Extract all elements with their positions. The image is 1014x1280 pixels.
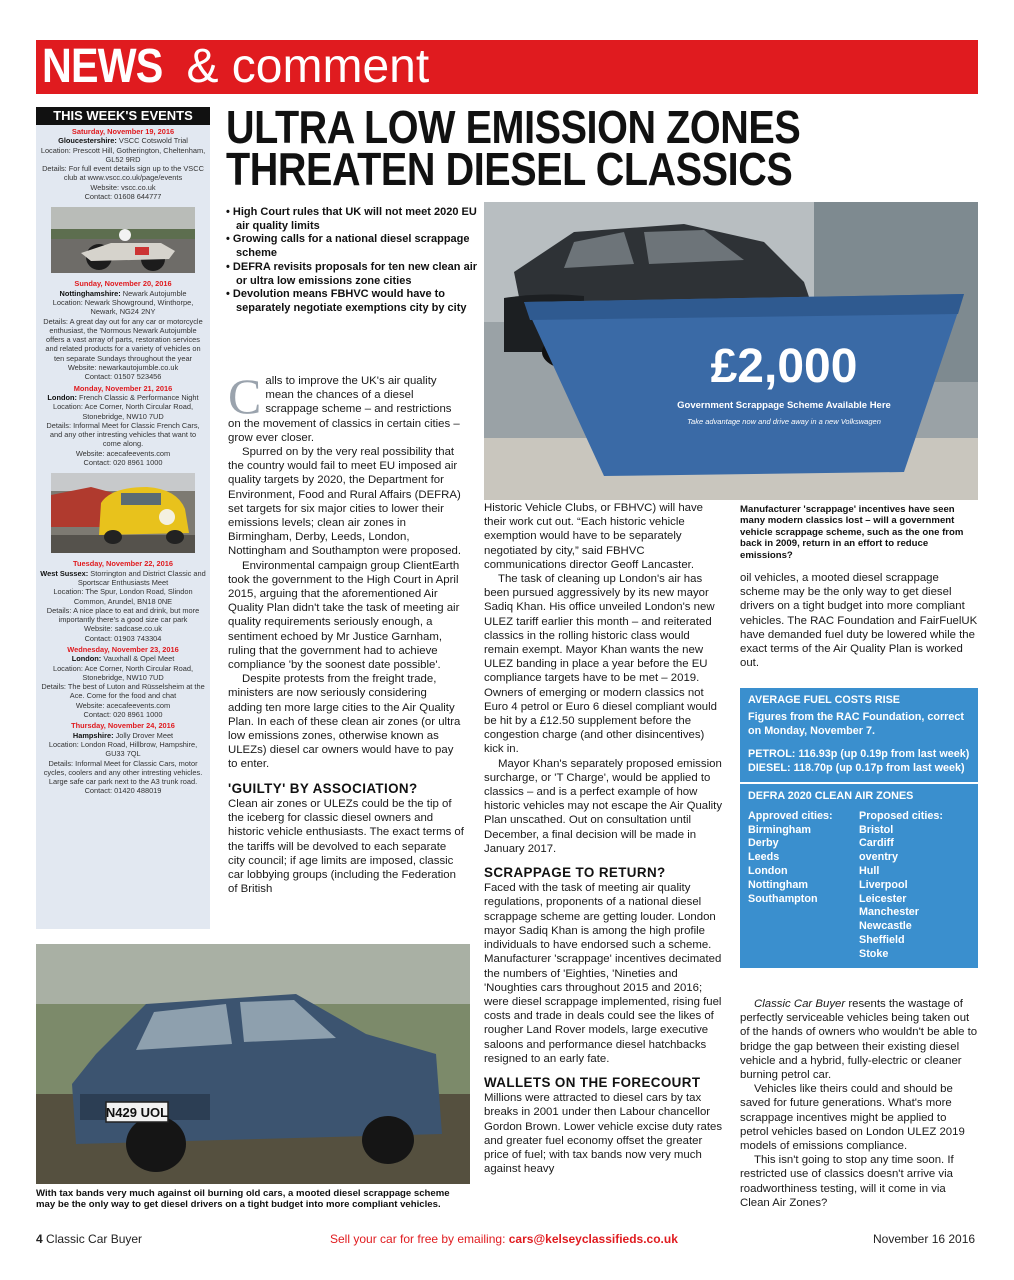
rover-saloon-photo xyxy=(36,944,470,1184)
article-paragraph: The task of cleaning up London's air has been pursued aggressively by its new mayor Sadiq Khan. His office unveiled London's new ULEZ tariff earlier this month – and reiterated classics in the rolling historic class would remain exempt. Mayor Khan wants the new ULEZ banding in place a year before the EU compliance targets have to be met – 2019. Owners of emerging or modern classics not Euro 4 petrol or Euro 6 diesel compliant would be hit by a £12.50 supplement before the congestion charge (and other disincentives) kick in. xyxy=(484,573,718,756)
event-line: Website: sadcase.co.uk xyxy=(84,624,162,634)
event-item xyxy=(36,645,210,719)
subheading-scrappage: SCRAPPAGE TO RETURN? xyxy=(484,865,666,881)
event-line: Details: Informal Meet for Classic French Cars, and any other intresting vehicles that want to come along. xyxy=(46,420,200,449)
event-line: Location: Prescott Hill, Gotherington, Cheltenham, GL52 9RD xyxy=(40,145,206,164)
subheading-guilty: 'GUILTY' BY ASSOCIATION? xyxy=(228,780,418,796)
event-date: Tuesday, November 22, 2016 xyxy=(73,559,173,569)
article-paragraph: Despite protests from the freight trade, ministers are now seriously considering adding ten more large cities to the Air Quality Plan. In each of these clean air zones (or ultra low emissions zones, otherwise known as ULEZs) diesel car owners would have to pay to enter. xyxy=(228,673,461,771)
approved-cities-list xyxy=(748,810,859,962)
events-sidebar xyxy=(36,107,210,929)
scrappage-skip-photo xyxy=(484,202,978,500)
approved-label: Approved cities: xyxy=(748,809,833,822)
event-line: Contact: 01903 743304 xyxy=(84,633,162,643)
sell-text: Sell your car for free by emailing: xyxy=(330,1232,506,1246)
event-line: Website: acecafeevents.com xyxy=(75,448,171,458)
event-place: Nottinghamshire: xyxy=(59,288,121,298)
event-line: Contact: 01420 488019 xyxy=(84,786,162,796)
article-paragraph: Historic Vehicle Clubs, or FBHVC) will have their work cut out. “Each historic vehicle exemption would have to be separately negotiated by city,” said FBHVC communications director Geoff Lancaster. xyxy=(484,502,704,571)
city: Stoke xyxy=(859,947,889,960)
proposed-label: Proposed cities: xyxy=(859,809,943,822)
article-paragraph: Clean air zones or ULEZs could be the tip of the iceberg for classic diesel owners and historic vehicle enthusiasts. The exact terms of the tariffs will be devolved to each separate city council; if age limits are imposed, classic car lobbying groups (including the Federation of British xyxy=(228,797,464,896)
fuel-costs-box xyxy=(740,688,978,782)
article-paragraph: Faced with the task of meeting air quality regulations, proponents of a national diesel scrappage scheme are getting louder. London mayor Sadiq Khan is among the high profile individuals to have endorsed such a scheme. Manufacturer 'scrappage' incentives decimated the numbers of 'Eighties, 'Nineties and 'Noughties cars throughout 2015 and 2016; were diesel scrappage implemented, rising fuel costs and trade in deals could see the likes of rougher Land Rover models, large executive saloons and performance diesel hatchbacks resigned to an early fate. xyxy=(484,882,722,1065)
event-line: Details: A nice place to eat and drink, but more importantly there's a good size car park xyxy=(46,605,200,625)
masthead-comment: & comment xyxy=(186,40,430,93)
city: Nottingham xyxy=(748,878,808,891)
city: Southampton xyxy=(748,892,818,905)
event-date: Wednesday, November 23, 2016 xyxy=(67,644,179,654)
race-car-photo xyxy=(51,207,195,273)
footer-left xyxy=(36,1232,142,1246)
page-number: 4 xyxy=(36,1232,43,1246)
city: Manchester xyxy=(859,906,920,919)
defra-box-title: DEFRA 2020 CLEAN AIR ZONES xyxy=(748,790,914,802)
citroen-2cv-photo xyxy=(51,473,195,553)
event-name: Newark Autojumble xyxy=(122,288,187,298)
city: Cardiff xyxy=(859,837,894,850)
event-name: Vauxhall & Opel Meet xyxy=(103,654,175,664)
event-line: Contact: 01608 644777 xyxy=(84,192,162,202)
event-line: Location: Newark Showground, Winthorpe, Newark, NG24 2NY xyxy=(52,297,194,317)
event-line: Location: Ace Corner, North Circular Road, Stonebridge, NW10 7UD xyxy=(52,663,194,682)
article-column-1 xyxy=(228,368,464,896)
city: Birmingham xyxy=(748,823,811,836)
rover-caption: With tax bands very much against oil burning old cars, a mooted diesel scrappage scheme may be the only way to get diesel drivers on a tight budget into more compliant vehicles. xyxy=(36,1188,450,1211)
event-name: French Classic & Performance Night xyxy=(79,392,199,402)
event-item xyxy=(36,721,210,795)
article-paragraph: oil vehicles, a mooted diesel scrappage scheme may be the only way to get diesel drivers on a tight budget into more compliant vehicles. The RAC Foundation and FairFuelUK have demanded fuel duty be lowered while the exact terms of the Air Quality Plan is worked out. xyxy=(740,572,978,670)
city: Liverpool xyxy=(859,878,908,891)
magazine-name: Classic Car Buyer xyxy=(46,1232,143,1246)
event-name: Jolly Drover Meet xyxy=(115,730,174,740)
bullet-item: • DEFRA revisits proposals for ten new clean air or ultra low emissions zone cities xyxy=(226,261,484,288)
event-line: Details: The best of Luton and Rüsselsheim at the Ace. Come for the food and chat xyxy=(41,682,205,701)
magazine-name-italic: Classic Car Buyer xyxy=(754,998,846,1010)
event-item xyxy=(36,559,210,643)
city: oventry xyxy=(859,851,899,864)
skip-caption: Manufacturer 'scrappage' incentives have seen many modern classics lost – will a government vehicle scrappage scheme, such as the one from back in 2009, return in an effort to reduce emissions? xyxy=(740,504,964,561)
diesel-price: DIESEL: 118.70p (up 0.17p from last week) xyxy=(748,762,965,775)
article-paragraph: Millions were attracted to diesel cars by tax breaks in 2001 under then Labour chancellor Gordon Brown. Lower vehicle excise duty rates and greater fuel economy offset the greater price of fuel; with tax bands now very much against heavy xyxy=(484,1092,723,1176)
article-paragraph: Spurred on by the very real possibility that the country would fail to meet EU imposed air quality targets by 2020, the Department for Environment, Food and Rural Affairs (DEFRA) set targets for six major cities to lower their emissions levels; clean air zones in Birmingham, Derby, Leeds, London, Nottingham and Southampton were proposed. xyxy=(228,446,462,558)
city: Newcastle xyxy=(859,920,912,933)
masthead xyxy=(36,40,978,94)
city: London xyxy=(748,864,788,877)
city: Hull xyxy=(859,864,880,877)
article-paragraph: Vehicles like theirs could and should be saved for future generations. What's more scrappage incentives might be applied to petrol vehicles based on London ULEZ 2019 models of emissions compliance. xyxy=(740,1083,965,1153)
events-header: THIS WEEK'S EVENTS xyxy=(36,107,210,125)
article-column-3-bottom xyxy=(740,997,978,1210)
event-place: London: xyxy=(47,392,77,402)
city: Sheffield xyxy=(859,933,905,946)
event-line: Location: London Road, Hillbrow, Hampshire, GU33 7QL xyxy=(48,739,198,759)
event-date: Thursday, November 24, 2016 xyxy=(71,721,175,731)
event-line: Details: For full event details sign up to the VSCC club at www.vscc.co.uk/page/events xyxy=(42,164,204,183)
article-paragraph: This isn't going to stop any time soon. If restricted use of classics doesn't arrive via roadworthiness testing, will it come in via Clean Air Zones? xyxy=(740,1154,954,1209)
proposed-cities-list xyxy=(859,810,970,962)
drop-cap: C xyxy=(228,368,262,424)
masthead-news: NEWS xyxy=(42,40,163,93)
number-plate: N429 UOL xyxy=(105,1105,169,1120)
article-paragraph: Environmental campaign group ClientEarth took the government to the High Court in April 2015, arguing that the aforementioned Air Quality Plan didn't take the task of meeting air quality requirements seriously enough, a sentiment echoed by Mr Justice Garnham, ruling that the government had to achieve compliance 'by the soonest date possible'. xyxy=(228,559,460,672)
skip-line1: Government Scrappage Scheme Available Here xyxy=(677,400,891,411)
standfirst-bullets xyxy=(226,206,484,316)
footer-center xyxy=(330,1232,678,1246)
event-line: Website: vscc.co.uk xyxy=(90,182,156,192)
article-paragraph: resents the wastage of perfectly serviceable vehicles being taken out of the hands of owners who wouldn't be able to bridge the gap between their existing diesel vehicle and a hybrid, fully-electric or cleaner burning petrol car. xyxy=(740,998,978,1082)
event-line: Website: newarkautojumble.co.uk xyxy=(67,363,179,373)
bullet-item: • High Court rules that UK will not meet 2020 EU air quality limits xyxy=(226,206,484,233)
event-line: Contact: 01507 523456 xyxy=(84,372,162,382)
city: Derby xyxy=(748,837,779,850)
article-column-2 xyxy=(484,501,724,1176)
event-place: London: xyxy=(71,654,102,664)
fuel-box-title: AVERAGE FUEL COSTS RISE xyxy=(748,694,900,706)
headline xyxy=(226,101,874,195)
event-date: Saturday, November 19, 2016 xyxy=(71,127,175,136)
event-date: Sunday, November 20, 2016 xyxy=(74,279,172,289)
issue-date: November 16 2016 xyxy=(873,1232,976,1246)
petrol-price: PETROL: 116.93p (up 0.19p from last week) xyxy=(748,748,970,761)
event-line: Contact: 020 8961 1000 xyxy=(83,458,163,468)
article-paragraph: alls to improve the UK's air quality mean the chances of a diesel scrappage scheme – and restrictions on the movement of classics in certain cities – grow ever closer. xyxy=(228,375,460,444)
city: Leicester xyxy=(859,892,907,905)
event-date: Monday, November 21, 2016 xyxy=(73,383,173,393)
fuel-box-subtitle: Figures from the RAC Foundation, correct on Monday, November 7. xyxy=(748,710,964,737)
event-name: Storrington and District Classic and Sportscar Enthusiasts Meet xyxy=(77,568,206,587)
event-place: West Sussex: xyxy=(40,568,89,578)
event-line: Location: The Spur, London Road, Slindon Common, Arundel, BN18 0NE xyxy=(53,587,193,606)
headline-line: ULTRA LOW EMISSION ZONES xyxy=(226,101,801,153)
event-line: Website: acecafeevents.com xyxy=(75,700,171,710)
event-item xyxy=(36,279,210,381)
event-name: VSCC Cotswold Trial xyxy=(118,136,188,146)
event-line: Details: A great day out for any car or motorcycle enthusiast, the 'Normous Newark Autojumble offers a vast array of parts, restoration services and related products for a variety of vehicles on ten separate Sundays throughout the year xyxy=(43,316,203,363)
email-link[interactable]: cars@kelseyclassifieds.co.uk xyxy=(508,1232,678,1246)
subheading-wallets: WALLETS ON THE FORECOURT xyxy=(484,1074,701,1090)
bullet-item: • Growing calls for a national diesel scrappage scheme xyxy=(226,233,484,260)
article-column-3-top xyxy=(740,571,978,670)
event-line: Location: Ace Corner, North Circular Road, Stonebridge, NW10 7UD xyxy=(52,402,194,421)
event-place: Gloucestershire: xyxy=(58,136,117,146)
clean-air-zones-box xyxy=(740,784,978,968)
city: Leeds xyxy=(748,851,780,864)
event-line: Contact: 020 8961 1000 xyxy=(83,710,163,720)
skip-price: £2,000 xyxy=(710,340,858,393)
headline-line: THREATEN DIESEL CLASSICS xyxy=(226,143,793,195)
bullet-item: • Devolution means FBHVC would have to separately negotiate exemptions city by city xyxy=(226,288,484,315)
event-item xyxy=(36,127,210,201)
city: Bristol xyxy=(859,823,894,836)
event-place: Hampshire: xyxy=(72,730,114,740)
event-line: Details: Informal Meet for Classic Cars, motor cycles, coolers and any other intresting vehicles. Large safe car park next to the A3 trunk road. xyxy=(43,758,203,787)
event-item xyxy=(36,384,210,468)
article-paragraph: Mayor Khan's separately proposed emission surcharge, or 'T Charge', would be applied to classics – and is a perfect example of how historic vehicles may not escape the Air Quality Plan unscathed. Out on consultation until December, a final decision will be made in January 2017. xyxy=(484,757,723,855)
skip-line2: Take advantage now and drive away in a new Volkswagen xyxy=(687,417,881,426)
